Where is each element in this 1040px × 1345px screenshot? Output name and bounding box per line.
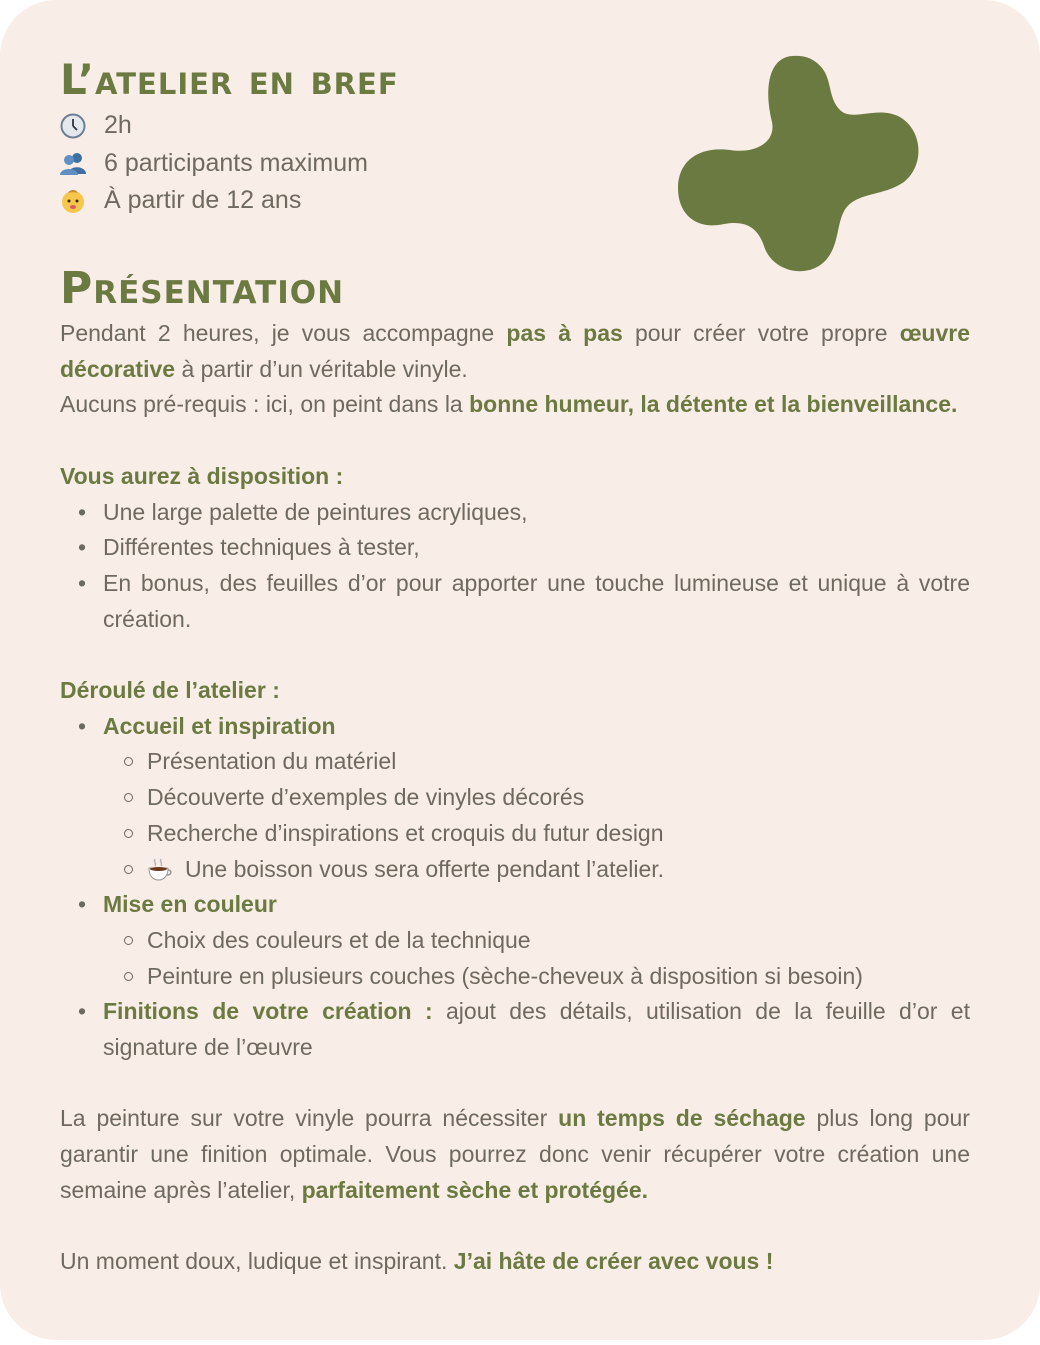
step-title: Mise en couleur [103, 891, 277, 918]
section-title-presentation: Présentation [60, 263, 345, 314]
baby-face-icon [58, 186, 88, 216]
fact-participants [58, 145, 368, 183]
paragraph-drying [60, 1101, 970, 1208]
paragraph-intro [60, 316, 970, 387]
bold-run: un temps de séchage [558, 1105, 806, 1132]
bold-run: parfaitement sèche et protégée. [301, 1176, 649, 1203]
fact-age-text: À partir de 12 ans [104, 186, 302, 214]
text-run: Un moment doux, ludique et inspirant. [60, 1248, 454, 1275]
text-run: pour créer votre propre [622, 320, 900, 346]
deroule-heading [60, 673, 970, 709]
disposition-list [60, 495, 970, 638]
sub-list-item: Peinture en plusieurs couches (sèche-cheveux à disposition si besoin) [147, 959, 970, 995]
presentation-body [60, 316, 970, 1280]
bold-run: œuvre décorative [60, 320, 970, 382]
page-title: L’atelier en bref [60, 55, 399, 104]
list-item: • Différentes techniques à tester, [103, 530, 970, 566]
sub-list-item: Découverte d’exemples de vinyles décorés [147, 780, 970, 816]
sub-list-item [147, 852, 970, 888]
list-item [103, 887, 970, 994]
disposition-heading [60, 459, 970, 495]
fact-participants-text: 6 participants maximum [104, 148, 368, 177]
bold-run: bonne humeur, la détente et la bienveillance. [469, 391, 958, 418]
deroule-list [60, 709, 970, 1066]
paragraph-prerequisites [60, 387, 970, 423]
sub-list-item: Présentation du matériel [147, 744, 970, 780]
decorative-blob-shape [672, 50, 924, 280]
people-icon [58, 148, 88, 178]
bold-run: Vous aurez à disposition : [60, 462, 344, 489]
text-run: à partir d’un véritable vinyle. [175, 355, 468, 382]
fact-duration [58, 107, 368, 145]
text-run: plus long pour garantir une finition optimale. Vous pourrez donc venir récupérer votre création une semaine après l’atelier, [60, 1105, 970, 1203]
sub-list [103, 744, 970, 887]
list-item: • En bonus, des feuilles d’or pour apporter une touche lumineuse et unique à votre création. [103, 566, 970, 637]
list-item: • Une large palette de peintures acryliques, [103, 495, 970, 531]
list-item [103, 994, 970, 1065]
bold-run: J’ai hâte de créer avec vous ! [453, 1248, 774, 1275]
sub-list-item: Recherche d’inspirations et croquis du futur design [147, 816, 970, 852]
sub-list-item-text: Une boisson vous sera offerte pendant l’atelier. [185, 855, 665, 882]
step-title: Accueil et inspiration [103, 712, 336, 739]
text-run: Aucuns pré-requis : ici, on peint dans la [60, 391, 470, 418]
hot-beverage-icon [147, 857, 173, 883]
sub-list-item: Choix des couleurs et de la technique [147, 923, 970, 959]
fact-age [58, 182, 368, 220]
text-run: ajout des détails, utilisation de la feuille d’or et signature de l’œuvre [103, 998, 970, 1061]
clock-icon [58, 111, 88, 141]
bold-run: pas à pas [506, 320, 623, 346]
fact-duration-text: 2h [104, 111, 132, 139]
text-run: Pendant 2 heures, je vous accompagne [60, 320, 507, 346]
bold-run: Déroulé de l’atelier : [60, 677, 280, 703]
sub-list [103, 923, 970, 994]
paragraph-closing [60, 1244, 970, 1280]
facts-list [58, 107, 368, 220]
list-item [103, 709, 970, 888]
step-title: Finitions de votre création : [103, 998, 433, 1025]
text-run: La peinture sur votre vinyle pourra nécessiter [60, 1105, 559, 1132]
